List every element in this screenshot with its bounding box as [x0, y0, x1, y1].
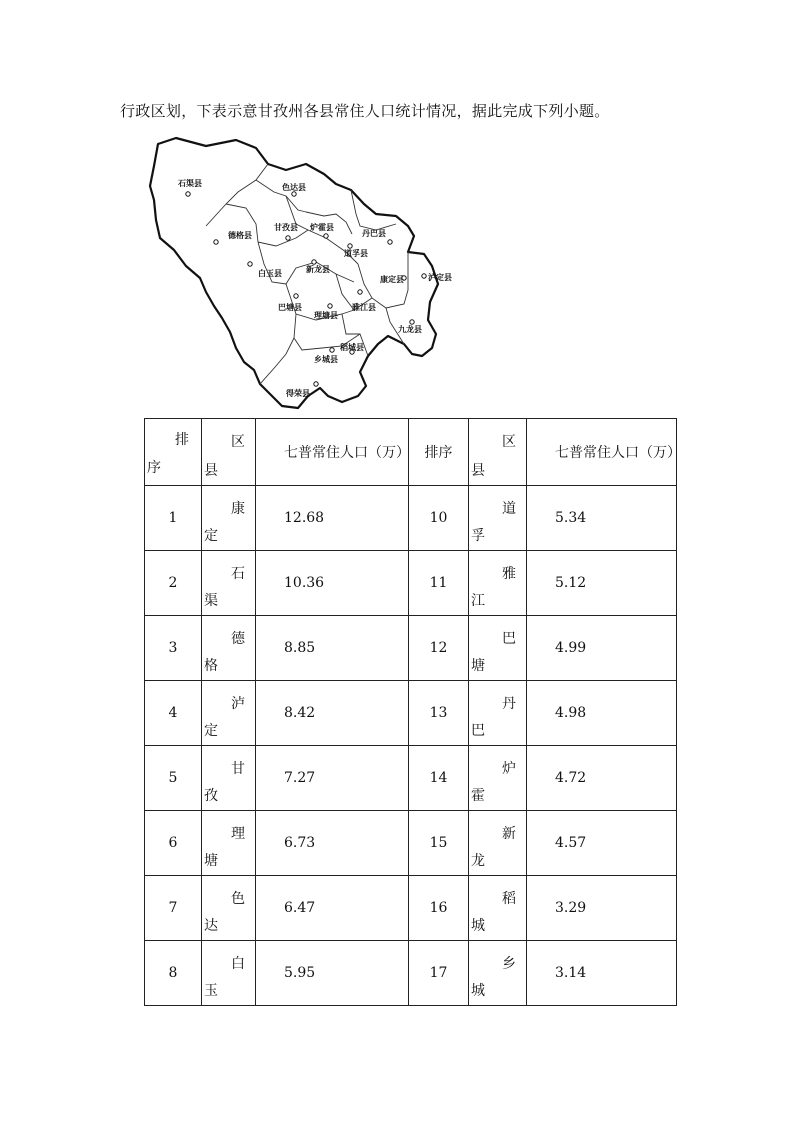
table-row — [145, 876, 677, 941]
county-char-2: 塘 — [204, 853, 218, 869]
county-char-1: 色 — [231, 891, 245, 907]
county-char-1: 白 — [231, 956, 245, 972]
rank-cell: 2 — [145, 551, 202, 616]
header-rank-left: 排 序 — [145, 419, 202, 486]
county-cell — [202, 486, 256, 551]
county-char-1: 丹 — [502, 696, 516, 712]
county-cell — [469, 746, 527, 811]
county-char-1: 理 — [231, 826, 245, 842]
danba-marker — [388, 240, 392, 244]
label-luding: 泸定县 — [428, 273, 452, 282]
county-char-2: 巴 — [471, 723, 485, 739]
county-char-2: 定 — [204, 723, 218, 739]
county-cell — [202, 746, 256, 811]
rank-cell: 13 — [409, 681, 469, 746]
boundary-derong — [260, 338, 294, 384]
population-cell: 4.99 — [527, 616, 677, 681]
label-xiangcheng: 乡城县 — [314, 355, 338, 364]
table-row — [145, 551, 677, 616]
label-jiulong: 九龙县 — [398, 325, 422, 334]
county-char-2: 格 — [204, 658, 218, 674]
county-cell — [469, 551, 527, 616]
population-cell: 4.57 — [527, 811, 677, 876]
county-char-1: 巴 — [502, 631, 516, 647]
county-char-2: 城 — [471, 918, 485, 934]
ganzi-marker — [286, 236, 290, 240]
seda-marker — [292, 192, 296, 196]
county-char-2: 定 — [204, 528, 218, 544]
county-char-2: 塘 — [471, 658, 485, 674]
rank-cell: 17 — [409, 941, 469, 1006]
county-char-1: 稻 — [502, 891, 516, 907]
population-cell: 5.34 — [527, 486, 677, 551]
county-char-1: 道 — [502, 501, 516, 517]
population-cell: 3.14 — [527, 941, 677, 1006]
label-litang: 理塘县 — [314, 311, 338, 320]
header-population-left: 七普常住人口（万） — [256, 419, 409, 486]
label-danba: 丹巴县 — [362, 229, 386, 238]
county-cell — [202, 551, 256, 616]
county-char-2: 玉 — [204, 983, 218, 999]
county-char-2: 渠 — [204, 593, 218, 609]
label-seda: 色达县 — [282, 183, 306, 192]
county-cell — [469, 681, 527, 746]
county-cell — [202, 876, 256, 941]
label-daocheng: 稻城县 — [340, 343, 364, 352]
county-cell — [469, 876, 527, 941]
county-cell — [202, 941, 256, 1006]
label-kangding: 康定县 — [380, 275, 404, 284]
population-cell: 3.29 — [527, 876, 677, 941]
label-derong: 得荣县 — [286, 389, 310, 398]
county-char-2: 龙 — [471, 853, 485, 869]
rank-cell: 1 — [145, 486, 202, 551]
label-yajiang: 雅江县 — [352, 303, 376, 312]
xiangcheng-marker — [330, 348, 334, 352]
rank-cell: 16 — [409, 876, 469, 941]
county-char-2: 达 — [204, 918, 218, 934]
table-row — [145, 486, 677, 551]
rank-cell: 12 — [409, 616, 469, 681]
population-cell: 7.27 — [256, 746, 409, 811]
shiqu-marker — [186, 192, 190, 196]
population-cell: 4.72 — [527, 746, 677, 811]
rank-cell: 11 — [409, 551, 469, 616]
population-cell: 12.68 — [256, 486, 409, 551]
population-cell: 6.73 — [256, 811, 409, 876]
boundary-shiqu — [206, 164, 268, 226]
header-population-right: 七普常住人口（万） — [527, 419, 677, 486]
derong-marker — [314, 382, 318, 386]
label-shiqu: 石渠县 — [178, 179, 202, 188]
population-cell: 4.98 — [527, 681, 677, 746]
ganzi-map — [146, 134, 456, 410]
county-char-1: 乡 — [502, 956, 516, 972]
county-cell — [202, 616, 256, 681]
table-row — [145, 941, 677, 1006]
county-char-2: 城 — [471, 983, 485, 999]
population-cell: 10.36 — [256, 551, 409, 616]
yajiang-marker — [358, 290, 362, 294]
rank-cell: 8 — [145, 941, 202, 1006]
intro-text: 行政区划，下表示意甘孜州各县常住人口统计情况，据此完成下列小题。 — [120, 102, 610, 120]
rank-cell: 4 — [145, 681, 202, 746]
table-row — [145, 746, 677, 811]
jiulong-marker — [410, 320, 414, 324]
county-cell — [469, 486, 527, 551]
litang-marker — [328, 304, 332, 308]
batang-marker — [294, 294, 298, 298]
rank-cell: 6 — [145, 811, 202, 876]
county-char-1: 甘 — [231, 761, 245, 777]
rank-cell: 3 — [145, 616, 202, 681]
map-svg — [146, 134, 456, 410]
county-cell — [469, 811, 527, 876]
label-batang: 巴塘县 — [278, 303, 302, 312]
table-row — [145, 681, 677, 746]
boundary-baiyu-xinlong — [258, 230, 358, 264]
county-char-1: 炉 — [502, 761, 516, 777]
table-header-row — [145, 419, 677, 486]
rank-cell: 5 — [145, 746, 202, 811]
county-char-1: 石 — [231, 566, 245, 582]
label-ganzi: 甘孜县 — [274, 223, 298, 232]
county-char-2: 孜 — [204, 788, 218, 804]
rank-cell: 7 — [145, 876, 202, 941]
header-county-left: 区 县 — [202, 419, 256, 486]
population-cell: 5.12 — [527, 551, 677, 616]
population-table — [144, 418, 681, 1006]
header-county-right: 区 县 — [469, 419, 527, 486]
label-daofu: 道孚县 — [344, 249, 368, 258]
table-row — [145, 616, 677, 681]
header-rank-right: 排序 — [409, 419, 469, 486]
rank-cell: 10 — [409, 486, 469, 551]
label-dege: 德格县 — [228, 231, 252, 240]
population-cell: 6.47 — [256, 876, 409, 941]
county-char-1: 康 — [231, 501, 245, 517]
luding-marker — [422, 274, 426, 278]
county-char-1: 雅 — [502, 566, 516, 582]
label-xinlong: 新龙县 — [306, 265, 330, 274]
label-baiyu: 白玉县 — [258, 269, 282, 278]
county-cell — [202, 811, 256, 876]
county-char-1: 德 — [231, 631, 245, 647]
county-char-1: 泸 — [231, 696, 245, 712]
label-luhuo: 炉霍县 — [310, 223, 334, 232]
county-char-2: 霍 — [471, 788, 485, 804]
rank-cell: 15 — [409, 811, 469, 876]
population-cell: 8.85 — [256, 616, 409, 681]
county-char-2: 江 — [471, 593, 485, 609]
dege-marker — [214, 240, 218, 244]
county-cell — [202, 681, 256, 746]
county-cell — [469, 941, 527, 1006]
xinlong-marker — [312, 260, 316, 264]
population-cell: 8.42 — [256, 681, 409, 746]
county-cell — [469, 616, 527, 681]
baiyu-marker — [248, 262, 252, 266]
luhuo-marker — [324, 234, 328, 238]
population-cell: 5.95 — [256, 941, 409, 1006]
rank-cell: 14 — [409, 746, 469, 811]
county-char-1: 新 — [502, 826, 516, 842]
daofu-marker — [348, 244, 352, 248]
county-char-2: 孚 — [471, 528, 485, 544]
table-row — [145, 811, 677, 876]
